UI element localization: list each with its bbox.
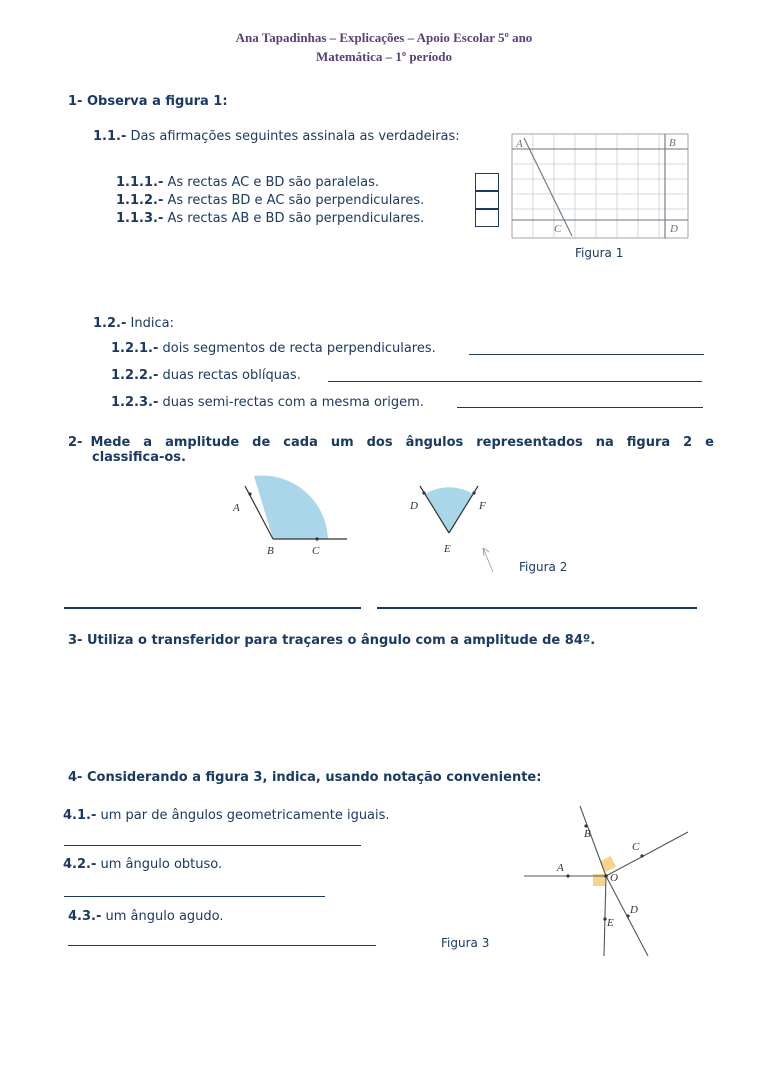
figure-3-caption: Figura 3 <box>441 936 490 950</box>
q1-1-2-number: 1.1.2.- <box>116 193 164 208</box>
q2-number: 2- <box>68 435 83 450</box>
q4-1-item <box>63 808 390 823</box>
q1-1-3-text: As rectas AB e BD são perpendiculares. <box>167 211 425 226</box>
q1-2-3-item <box>111 395 424 410</box>
q4-3-text: um ângulo agudo. <box>105 909 224 924</box>
fig3-label-c: C <box>632 841 640 853</box>
answer-line-2-a[interactable] <box>64 607 361 609</box>
q1-2-1-item <box>111 341 436 356</box>
checkbox-1-1-3[interactable] <box>475 209 499 227</box>
answer-line-1-2-1[interactable] <box>469 354 704 355</box>
q3-heading <box>68 633 595 648</box>
q3-number: 3- <box>68 633 83 648</box>
q1-1-1-item <box>116 175 379 190</box>
q1-2-1-number: 1.2.1.- <box>111 341 159 356</box>
fig1-label-b: B <box>669 137 676 149</box>
fig2-label-f: F <box>479 500 486 512</box>
q1-1-2-text: As rectas BD e AC são perpendiculares. <box>167 193 425 208</box>
q1-2-1-text: dois segmentos de recta perpendiculares. <box>162 341 436 356</box>
figure-2-caption: Figura 2 <box>519 560 568 574</box>
q4-number: 4- <box>68 770 83 785</box>
q1-2-3-text: duas semi-rectas com a mesma origem. <box>162 395 424 410</box>
q2-heading <box>68 435 714 465</box>
figure-1-caption: Figura 1 <box>575 246 624 260</box>
q1-1-1-text: As rectas AC e BD são paralelas. <box>167 175 379 190</box>
q1-1-3-number: 1.1.3.- <box>116 211 164 226</box>
figure-3-angles <box>520 804 695 959</box>
fig2-label-b: B <box>267 545 274 557</box>
fig3-label-b: B <box>584 828 591 840</box>
q1-1-2-item <box>116 193 424 208</box>
fig1-label-a: A <box>516 138 523 150</box>
fig1-label-d: D <box>670 223 678 235</box>
q4-1-number: 4.1.- <box>63 808 97 823</box>
fig2-sector-abc <box>254 476 328 539</box>
q1-1-text: Das afirmações seguintes assinala as verdadeiras: <box>130 129 460 144</box>
q3-text: Utiliza o transferidor para traçares o ângulo com a amplitude de 84º. <box>86 633 596 648</box>
figure-1-grid <box>510 132 690 240</box>
checkbox-1-1-1[interactable] <box>475 173 499 191</box>
answer-line-4-1[interactable] <box>64 845 361 846</box>
figure-2-angles <box>225 474 505 578</box>
fig3-right-angle-mark-top <box>600 856 616 872</box>
q1-1-3-item <box>116 211 424 226</box>
q1-2-statement <box>93 316 174 331</box>
q2-text-line-1: Mede a amplitude de cada um dos ângulos representados na figura 2 e <box>90 435 714 450</box>
fig2-sector-def <box>425 487 473 533</box>
q1-number: 1- <box>68 94 83 109</box>
fig2-label-e: E <box>444 543 451 555</box>
answer-line-2-b[interactable] <box>377 607 697 609</box>
answer-line-4-2[interactable] <box>64 896 325 897</box>
q1-2-2-item <box>111 368 301 383</box>
q1-heading <box>68 94 228 109</box>
checkbox-1-1-2[interactable] <box>475 191 499 209</box>
q1-2-3-number: 1.2.3.- <box>111 395 159 410</box>
header-line-1: Ana Tapadinhas – Explicações – Apoio Escolar 5º ano <box>235 30 533 45</box>
q4-heading <box>68 770 541 785</box>
fig3-label-d: D <box>630 904 638 916</box>
q1-1-1-number: 1.1.1.- <box>116 175 164 190</box>
answer-line-1-2-3[interactable] <box>457 407 703 408</box>
q4-2-text: um ângulo obtuso. <box>100 857 223 872</box>
q1-1-number: 1.1.- <box>93 129 127 144</box>
q1-2-number: 1.2.- <box>93 316 127 331</box>
fig3-label-a: A <box>557 862 564 874</box>
q1-1-statement <box>93 129 460 144</box>
fig3-label-o: O <box>610 872 618 884</box>
q1-2-2-text: duas rectas oblíquas. <box>162 368 301 383</box>
answer-line-1-2-2[interactable] <box>328 381 702 382</box>
header-line-2: Matemática – 1º período <box>315 49 453 64</box>
q1-2-2-number: 1.2.2.- <box>111 368 159 383</box>
q1-2-text: Indica: <box>130 316 174 331</box>
fig2-label-d: D <box>410 500 418 512</box>
fig2-label-c: C <box>312 545 320 557</box>
q4-3-item <box>68 909 224 924</box>
q1-text: Observa a figura 1: <box>86 94 228 109</box>
fig1-label-c: C <box>554 223 562 235</box>
fig2-label-a: A <box>233 502 240 514</box>
q2-line-1 <box>68 435 714 450</box>
q4-3-number: 4.3.- <box>68 909 102 924</box>
fig3-label-e: E <box>607 917 614 929</box>
q4-1-text: um par de ângulos geometricamente iguais. <box>100 808 390 823</box>
q4-2-number: 4.2.- <box>63 857 97 872</box>
q2-text-line-2: classifica-os. <box>92 450 186 465</box>
q4-text: Considerando a figura 3, indica, usando notação conveniente: <box>86 770 542 785</box>
q4-2-item <box>63 857 222 872</box>
answer-line-4-3[interactable] <box>68 945 376 946</box>
